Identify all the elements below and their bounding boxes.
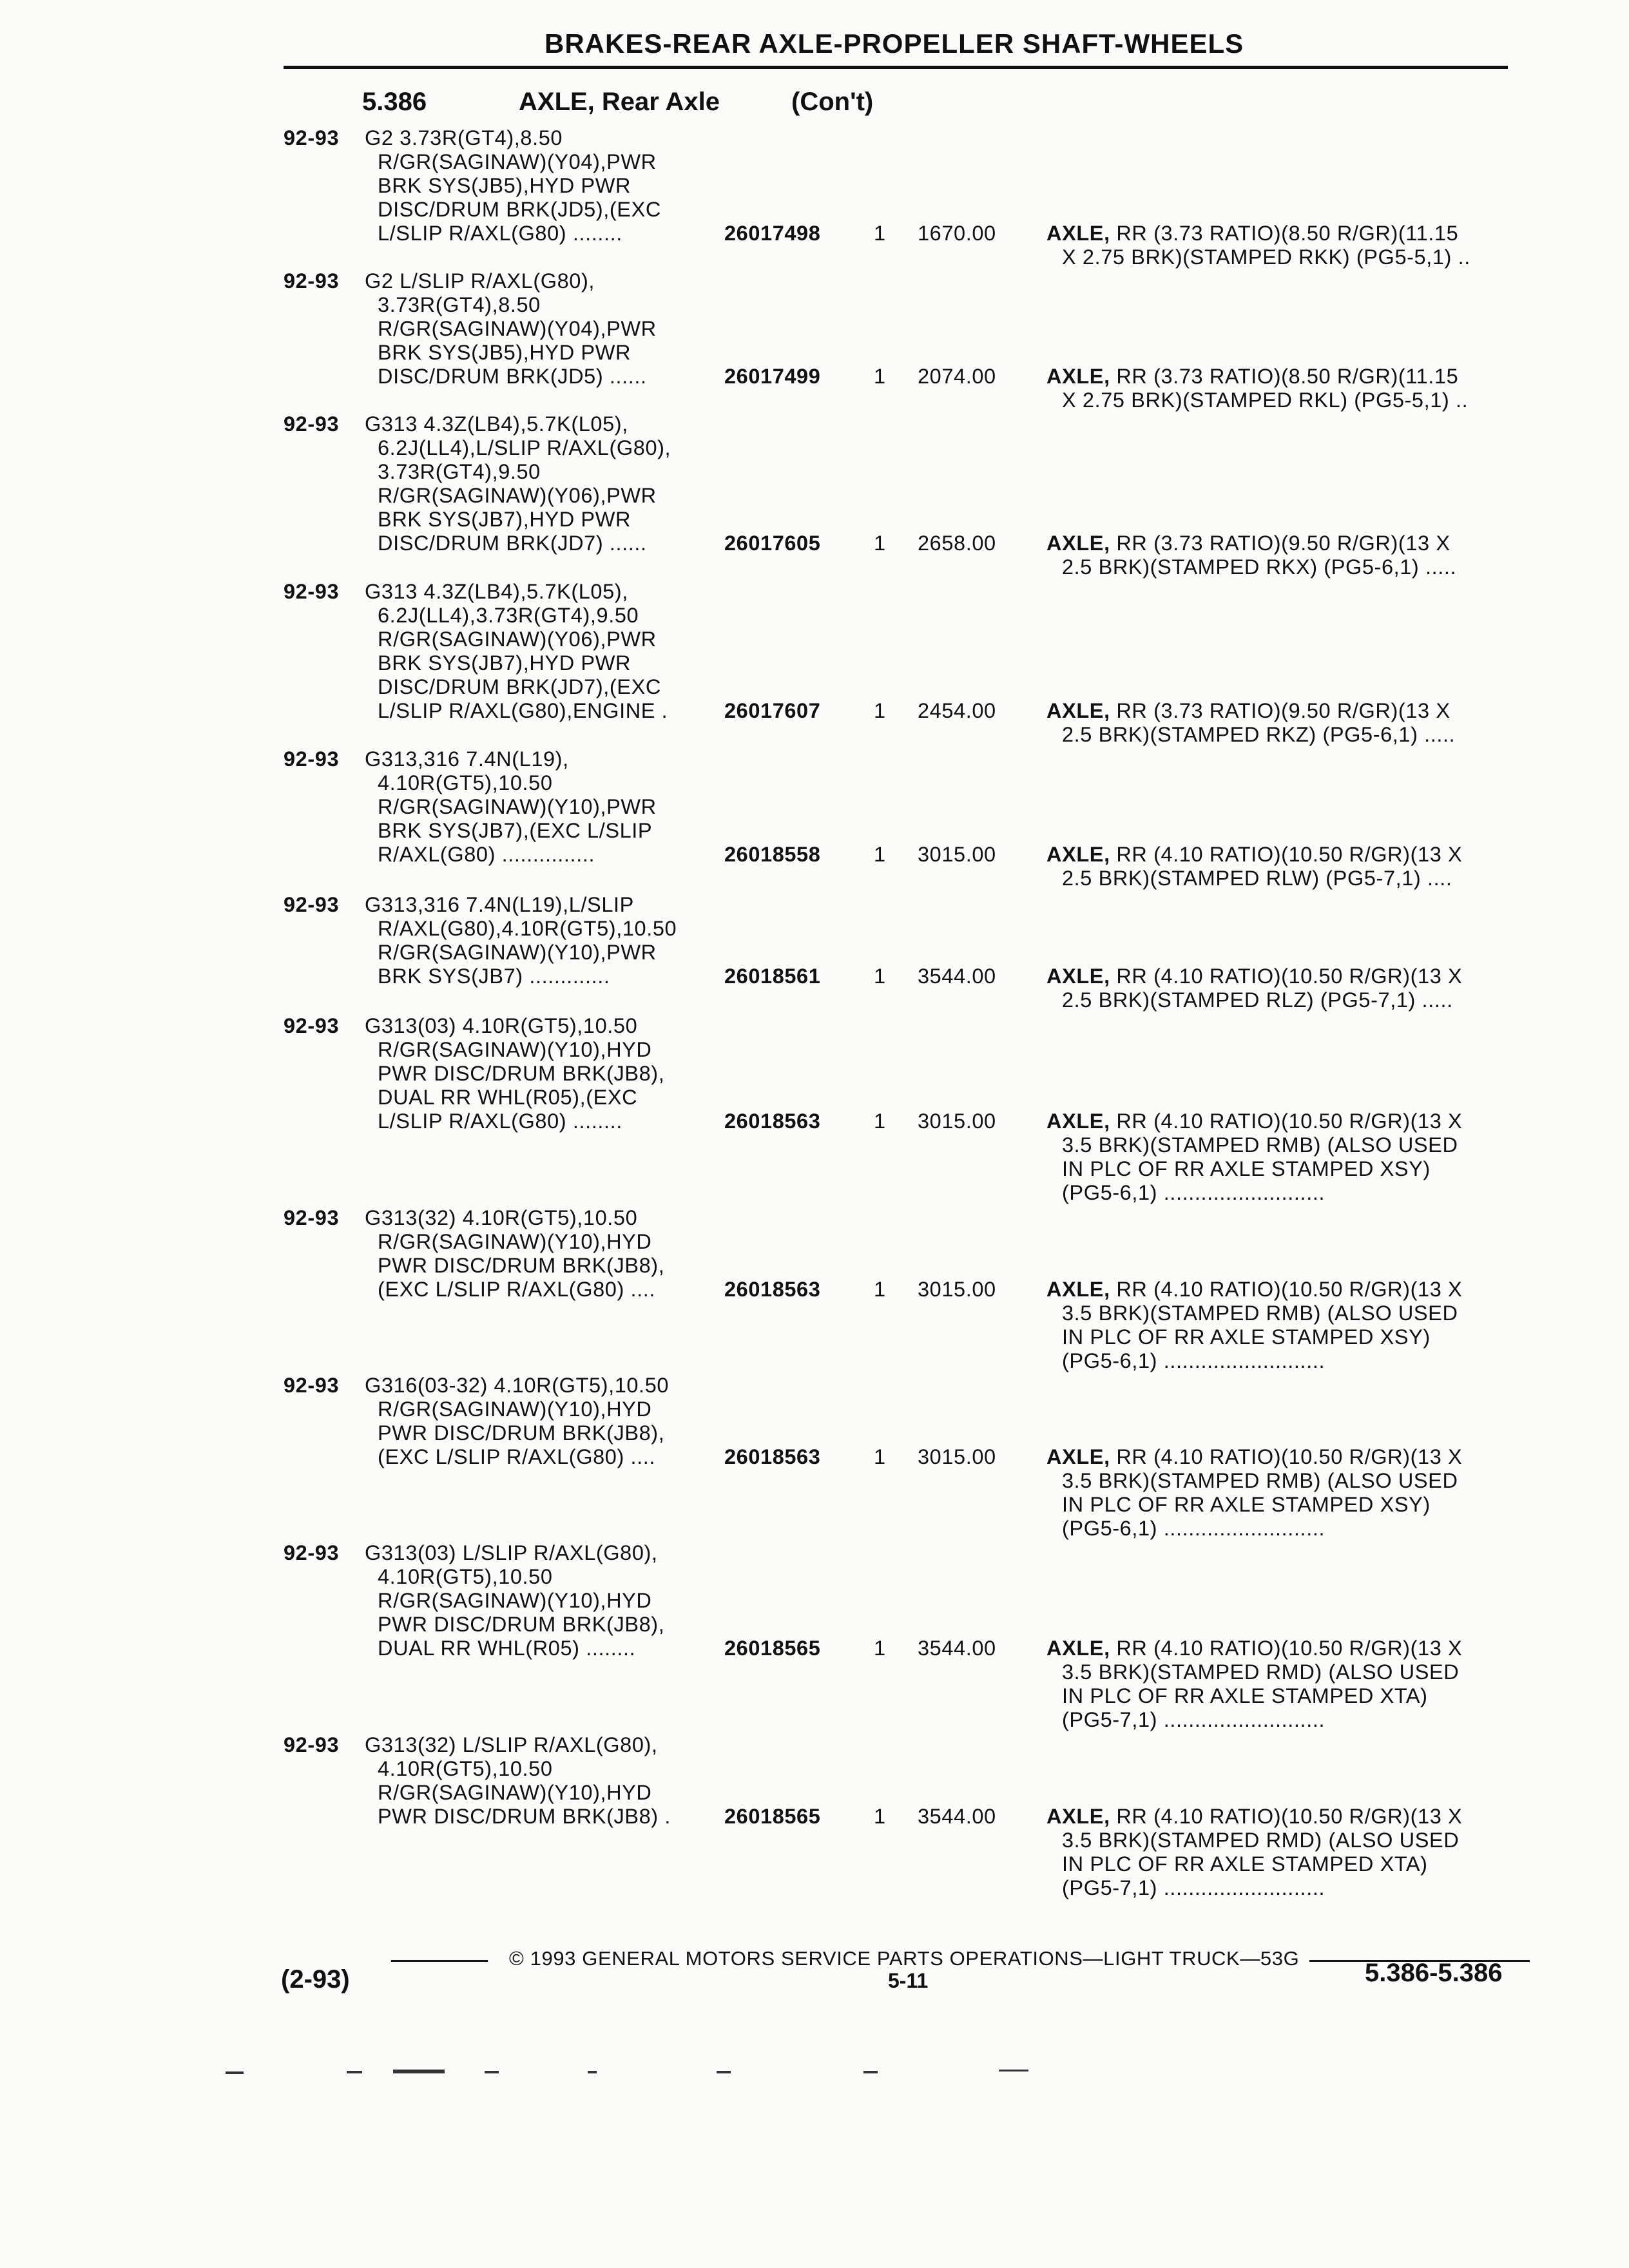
quantity: 1 (874, 699, 886, 722)
list-price: 3015.00 (918, 843, 996, 866)
usage-line: (EXC L/SLIP R/AXL(G80) .... (378, 1445, 656, 1468)
usage-line: R/AXL(G80),4.10R(GT5),10.50 (378, 917, 677, 940)
model-years: 92-93 (284, 1733, 340, 1756)
part-number: 26018563 (724, 1110, 821, 1133)
footer-page-number: 5-11 (888, 1969, 929, 1992)
usage-line: DISC/DRUM BRK(JD5),(EXC (378, 198, 661, 221)
description-line: IN PLC OF RR AXLE STAMPED XSY) (1062, 1493, 1431, 1516)
part-number: 26018565 (724, 1637, 821, 1660)
description-line: IN PLC OF RR AXLE STAMPED XTA) (1062, 1684, 1428, 1707)
description-line: AXLE, RR (4.10 RATIO)(10.50 R/GR)(13 X (1046, 1805, 1463, 1828)
usage-line: R/GR(SAGINAW)(Y10),HYD (378, 1230, 652, 1253)
quantity: 1 (874, 1805, 886, 1828)
usage-line: BRK SYS(JB7) ............. (378, 965, 610, 988)
part-number: 26017498 (724, 222, 821, 245)
description-head: AXLE, (1046, 699, 1110, 722)
quantity: 1 (874, 1110, 886, 1133)
usage-line: BRK SYS(JB5),HYD PWR (378, 174, 631, 197)
model-years: 92-93 (284, 1374, 340, 1397)
usage-line: DISC/DRUM BRK(JD7),(EXC (378, 675, 661, 698)
usage-line: G313 4.3Z(LB4),5.7K(L05), (365, 412, 628, 436)
usage-line: G313(32) L/SLIP R/AXL(G80), (365, 1733, 658, 1756)
usage-line: G316(03-32) 4.10R(GT5),10.50 (365, 1374, 670, 1397)
section-number: 5.386 (362, 88, 427, 116)
description-line: 3.5 BRK)(STAMPED RMB) (ALSO USED (1062, 1302, 1458, 1325)
usage-line: DISC/DRUM BRK(JD5) ...... (378, 365, 647, 388)
quantity: 1 (874, 1445, 886, 1468)
usage-line: R/AXL(G80) ............... (378, 843, 595, 866)
scan-mark (226, 2071, 244, 2074)
part-number: 26018561 (724, 965, 821, 988)
model-years: 92-93 (284, 747, 340, 771)
usage-line: 3.73R(GT4),9.50 (378, 460, 541, 483)
usage-line: G313(03) L/SLIP R/AXL(G80), (365, 1541, 658, 1564)
description-head: AXLE, (1046, 532, 1110, 555)
list-price: 3015.00 (918, 1445, 996, 1468)
description-line: (PG5-7,1) .......................... (1062, 1708, 1325, 1731)
usage-line: PWR DISC/DRUM BRK(JB8), (378, 1062, 665, 1085)
usage-line: R/GR(SAGINAW)(Y10),HYD (378, 1398, 652, 1421)
usage-line: L/SLIP R/AXL(G80) ........ (378, 1110, 622, 1133)
description-line: AXLE, RR (4.10 RATIO)(10.50 R/GR)(13 X (1046, 1110, 1463, 1133)
usage-line: BRK SYS(JB7),(EXC L/SLIP (378, 819, 653, 842)
description-line: 3.5 BRK)(STAMPED RMB) (ALSO USED (1062, 1469, 1458, 1492)
model-years: 92-93 (284, 412, 340, 436)
description-head: AXLE, (1046, 1110, 1110, 1133)
scan-mark (863, 2071, 878, 2073)
model-years: 92-93 (284, 269, 340, 293)
model-years: 92-93 (284, 1541, 340, 1564)
description-line: X 2.75 BRK)(STAMPED RKK) (PG5-5,1) .. (1062, 245, 1470, 269)
description-line: 2.5 BRK)(STAMPED RKX) (PG5-6,1) ..... (1062, 555, 1457, 579)
description-line: 2.5 BRK)(STAMPED RLZ) (PG5-7,1) ..... (1062, 988, 1453, 1012)
usage-line: PWR DISC/DRUM BRK(JB8), (378, 1421, 665, 1445)
description-head: AXLE, (1046, 1445, 1110, 1468)
usage-line: L/SLIP R/AXL(G80),ENGINE . (378, 699, 668, 722)
scan-mark (347, 2071, 362, 2073)
usage-line: R/GR(SAGINAW)(Y10),HYD (378, 1589, 652, 1612)
usage-line: 4.10R(GT5),10.50 (378, 1757, 553, 1780)
list-price: 3015.00 (918, 1278, 996, 1301)
usage-line: 6.2J(LL4),L/SLIP R/AXL(G80), (378, 436, 671, 459)
quantity: 1 (874, 532, 886, 555)
list-price: 3544.00 (918, 1805, 996, 1828)
scan-mark (588, 2071, 597, 2073)
list-price: 2658.00 (918, 532, 996, 555)
usage-line: L/SLIP R/AXL(G80) ........ (378, 222, 622, 245)
description-line: (PG5-6,1) .......................... (1062, 1349, 1325, 1372)
usage-line: R/GR(SAGINAW)(Y06),PWR (378, 484, 657, 507)
list-price: 3544.00 (918, 965, 996, 988)
usage-line: BRK SYS(JB5),HYD PWR (378, 341, 631, 364)
scan-mark (999, 2070, 1028, 2071)
footer-range: 5.386-5.386 (1365, 1959, 1503, 1987)
usage-line: DUAL RR WHL(R05),(EXC (378, 1086, 638, 1109)
footer-revision: (2-93) (281, 1965, 350, 1994)
description-line: IN PLC OF RR AXLE STAMPED XTA) (1062, 1852, 1428, 1876)
usage-line: BRK SYS(JB7),HYD PWR (378, 651, 631, 675)
usage-line: PWR DISC/DRUM BRK(JB8), (378, 1254, 665, 1277)
description-line: AXLE, RR (3.73 RATIO)(8.50 R/GR)(11.15 (1046, 365, 1459, 388)
quantity: 1 (874, 1637, 886, 1660)
scan-mark (393, 2070, 445, 2073)
usage-line: R/GR(SAGINAW)(Y04),PWR (378, 317, 657, 340)
list-price: 2074.00 (918, 365, 996, 388)
description-line: 3.5 BRK)(STAMPED RMD) (ALSO USED (1062, 1829, 1460, 1852)
usage-line: DUAL RR WHL(R05) ........ (378, 1637, 636, 1660)
usage-line: G313(03) 4.10R(GT5),10.50 (365, 1014, 638, 1037)
quantity: 1 (874, 1278, 886, 1301)
description-head: AXLE, (1046, 843, 1110, 866)
description-line: (PG5-6,1) .......................... (1062, 1181, 1325, 1204)
model-years: 92-93 (284, 126, 340, 149)
description-line: 3.5 BRK)(STAMPED RMD) (ALSO USED (1062, 1660, 1460, 1684)
description-head: AXLE, (1046, 365, 1110, 388)
description-line: X 2.75 BRK)(STAMPED RKL) (PG5-5,1) .. (1062, 389, 1469, 412)
usage-line: G313(32) 4.10R(GT5),10.50 (365, 1206, 638, 1229)
section-name: AXLE, Rear Axle (519, 88, 720, 116)
description-line: AXLE, RR (3.73 RATIO)(9.50 R/GR)(13 X (1046, 699, 1451, 722)
description-head: AXLE, (1046, 222, 1110, 245)
usage-line: R/GR(SAGINAW)(Y10),HYD (378, 1038, 652, 1061)
model-years: 92-93 (284, 893, 340, 916)
description-head: AXLE, (1046, 1805, 1110, 1828)
usage-line: 4.10R(GT5),10.50 (378, 771, 553, 794)
part-number: 26018563 (724, 1445, 821, 1468)
section-continued: (Con't) (791, 88, 874, 116)
usage-line: G2 L/SLIP R/AXL(G80), (365, 269, 595, 293)
usage-line: 4.10R(GT5),10.50 (378, 1565, 553, 1588)
list-price: 3544.00 (918, 1637, 996, 1660)
usage-line: 3.73R(GT4),8.50 (378, 293, 541, 316)
description-head: AXLE, (1046, 965, 1110, 988)
description-line: AXLE, RR (4.10 RATIO)(10.50 R/GR)(13 X (1046, 1278, 1463, 1301)
quantity: 1 (874, 222, 886, 245)
description-line: AXLE, RR (4.10 RATIO)(10.50 R/GR)(13 X (1046, 965, 1463, 988)
usage-line: 6.2J(LL4),3.73R(GT4),9.50 (378, 604, 639, 627)
usage-line: G313,316 7.4N(L19), (365, 747, 569, 771)
description-head: AXLE, (1046, 1637, 1110, 1660)
quantity: 1 (874, 365, 886, 388)
footer-rule-left (391, 1960, 488, 1962)
scan-mark (717, 2071, 731, 2073)
scan-mark (485, 2071, 499, 2073)
quantity: 1 (874, 843, 886, 866)
footer-copyright: © 1993 GENERAL MOTORS SERVICE PARTS OPERATIONS—LIGHT TRUCK—53G (509, 1947, 1300, 1970)
usage-line: G313,316 7.4N(L19),L/SLIP (365, 893, 634, 916)
header-title: BRAKES-REAR AXLE-PROPELLER SHAFT-WHEELS (545, 28, 1244, 59)
description-line: IN PLC OF RR AXLE STAMPED XSY) (1062, 1157, 1431, 1180)
usage-line: BRK SYS(JB7),HYD PWR (378, 508, 631, 531)
usage-line: R/GR(SAGINAW)(Y10),PWR (378, 941, 657, 964)
description-line: 2.5 BRK)(STAMPED RKZ) (PG5-6,1) ..... (1062, 723, 1456, 746)
part-number: 26017499 (724, 365, 821, 388)
list-price: 3015.00 (918, 1110, 996, 1133)
description-line: (PG5-6,1) .......................... (1062, 1517, 1325, 1540)
header-rule (284, 66, 1508, 69)
usage-line: G313 4.3Z(LB4),5.7K(L05), (365, 580, 628, 603)
part-number: 26018563 (724, 1278, 821, 1301)
description-line: IN PLC OF RR AXLE STAMPED XSY) (1062, 1325, 1431, 1349)
list-price: 1670.00 (918, 222, 996, 245)
usage-line: R/GR(SAGINAW)(Y06),PWR (378, 628, 657, 651)
usage-line: R/GR(SAGINAW)(Y10),HYD (378, 1781, 652, 1804)
description-line: 2.5 BRK)(STAMPED RLW) (PG5-7,1) .... (1062, 867, 1452, 890)
description-line: AXLE, RR (3.73 RATIO)(8.50 R/GR)(11.15 (1046, 222, 1459, 245)
usage-line: R/GR(SAGINAW)(Y10),PWR (378, 795, 657, 818)
model-years: 92-93 (284, 580, 340, 603)
description-line: AXLE, RR (4.10 RATIO)(10.50 R/GR)(13 X (1046, 1445, 1463, 1468)
part-number: 26018565 (724, 1805, 821, 1828)
description-line: AXLE, RR (3.73 RATIO)(9.50 R/GR)(13 X (1046, 532, 1451, 555)
description-line: (PG5-7,1) .......................... (1062, 1876, 1325, 1899)
usage-line: G2 3.73R(GT4),8.50 (365, 126, 563, 149)
model-years: 92-93 (284, 1014, 340, 1037)
part-number: 26017607 (724, 699, 821, 722)
usage-line: R/GR(SAGINAW)(Y04),PWR (378, 150, 657, 173)
usage-line: PWR DISC/DRUM BRK(JB8), (378, 1613, 665, 1636)
description-line: AXLE, RR (4.10 RATIO)(10.50 R/GR)(13 X (1046, 843, 1463, 866)
quantity: 1 (874, 965, 886, 988)
usage-line: (EXC L/SLIP R/AXL(G80) .... (378, 1278, 656, 1301)
usage-line: PWR DISC/DRUM BRK(JB8) . (378, 1805, 671, 1828)
part-number: 26018558 (724, 843, 821, 866)
description-head: AXLE, (1046, 1278, 1110, 1301)
list-price: 2454.00 (918, 699, 996, 722)
description-line: AXLE, RR (4.10 RATIO)(10.50 R/GR)(13 X (1046, 1637, 1463, 1660)
usage-line: DISC/DRUM BRK(JD7) ...... (378, 532, 647, 555)
model-years: 92-93 (284, 1206, 340, 1229)
description-line: 3.5 BRK)(STAMPED RMB) (ALSO USED (1062, 1133, 1458, 1157)
part-number: 26017605 (724, 532, 821, 555)
